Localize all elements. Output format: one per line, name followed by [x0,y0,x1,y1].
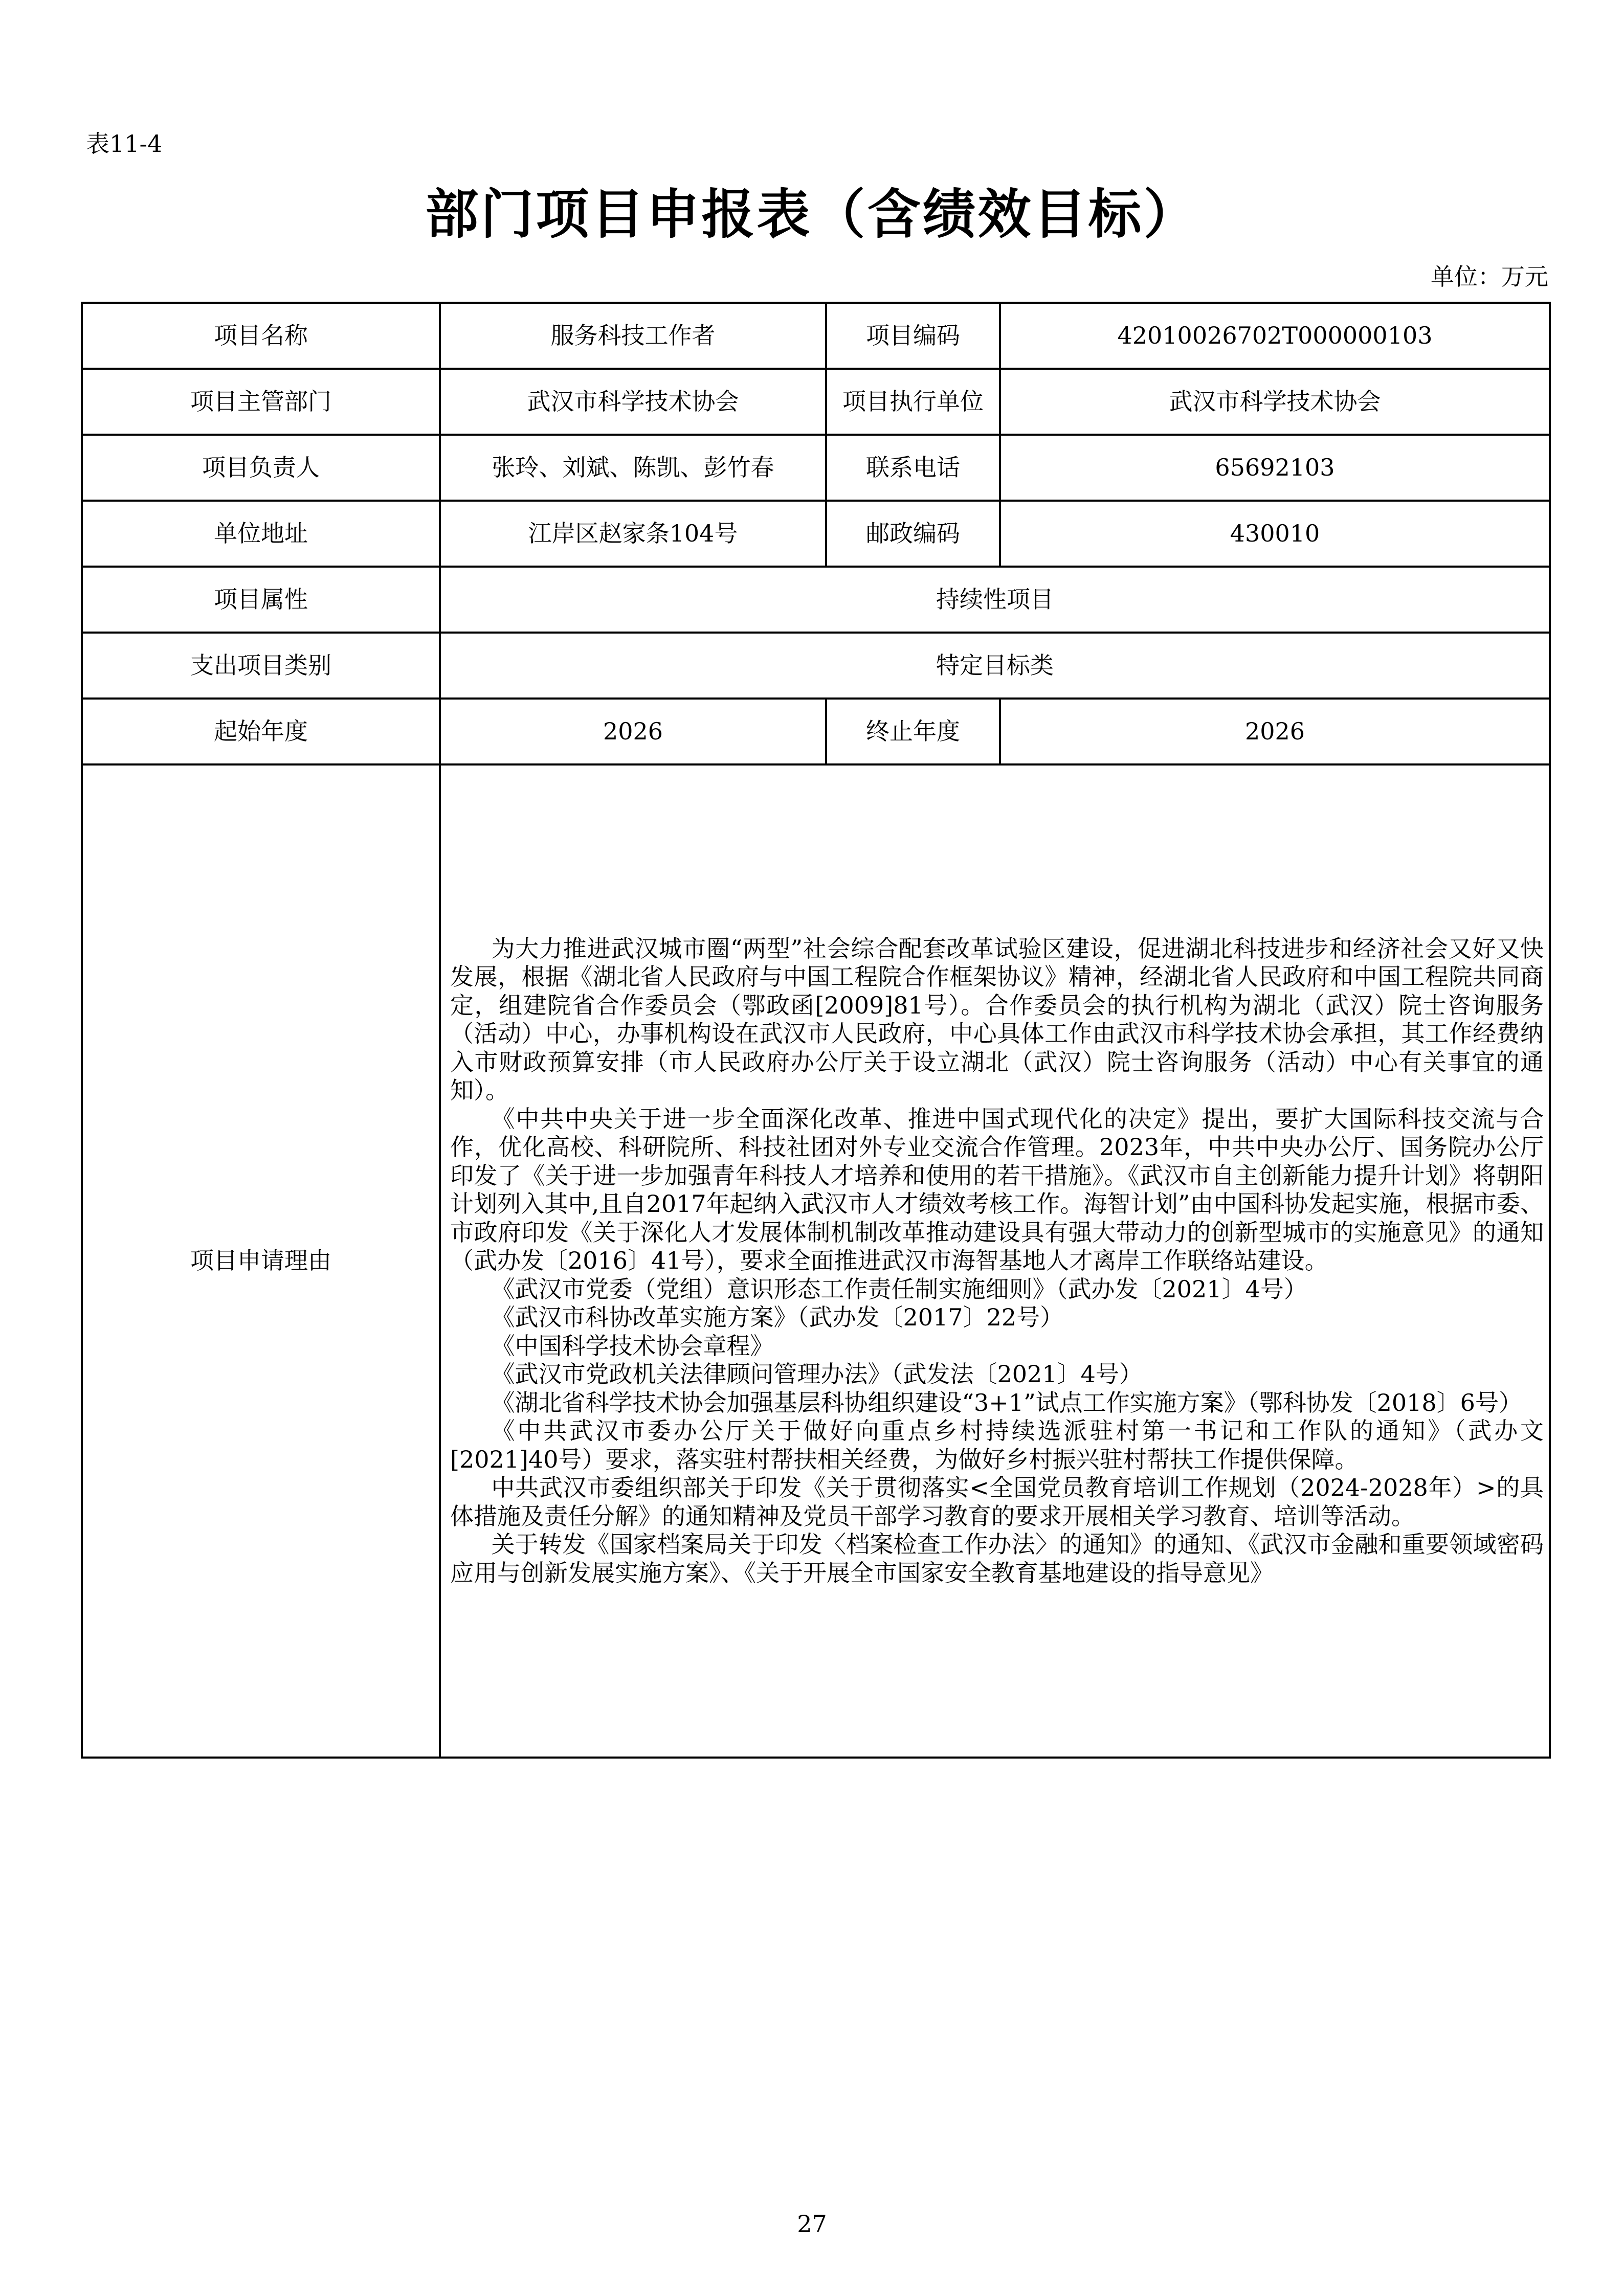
label-project-name: 项目名称 [82,303,440,369]
table-row [82,369,1550,435]
table-row [82,303,1550,369]
page-number: 27 [797,2210,827,2238]
value-end-year: 2026 [1000,699,1550,764]
label-start-year: 起始年度 [82,699,440,764]
label-application-reason: 项目申请理由 [82,764,440,1758]
reason-paragraph: 《武汉市党委（党组）意识形态工作责任制实施细则》（武办发〔2021〕4号） [491,1275,1307,1303]
value-phone: 65692103 [1000,435,1550,501]
table-row [82,567,1550,633]
reason-paragraph: 《武汉市党政机关法律顾问管理办法》（武发法〔2021〕4号） [491,1360,1143,1388]
value-supervising-dept: 武汉市科学技术协会 [440,369,826,435]
label-project-attribute: 项目属性 [82,567,440,633]
table-row [82,764,1550,1758]
label-supervising-dept: 项目主管部门 [82,369,440,435]
table-row [82,633,1550,699]
reason-paragraph: 中共武汉市委组织部关于印发《关于贯彻落实<全国党员教育培训工作规划（2024-2028年）>的具体措施及责任分解》的通知精神及党员干部学习教育的要求开展相关学习教育、培训等活动。 [450,1474,1544,1530]
value-project-code: 42010026702T000000103 [1000,303,1550,369]
page-title: 部门项目申报表（含绩效目标） [425,183,1199,245]
reason-paragraph: 《中国科学技术协会章程》 [491,1332,774,1360]
value-project-attribute: 持续性项目 [440,567,1550,633]
table-number: 表11-4 [86,130,163,157]
table-row [82,501,1550,567]
label-executing-unit: 项目执行单位 [826,369,1000,435]
value-expense-category: 特定目标类 [440,633,1550,699]
reason-paragraph: 《中共武汉市委办公厅关于做好向重点乡村持续选派驻村第一书记和工作队的通知》（武办文[2021]40号）要求，落实驻村帮扶相关经费，为做好乡村振兴驻村帮扶工作提供保障。 [450,1417,1544,1473]
reason-paragraph: 《中共中央关于进一步全面深化改革、推进中国式现代化的决定》提出，要扩大国际科技交流与合作，优化高校、科研院所、科技社团对外专业交流合作管理。2023年，中共中央办公厅、国务院办公厅印发了《关于进一步加强青年科技人才培养和使用的若干措施》。《武汉市自主创新能力提升计划》将朝阳计划列入其中,且自2017年起纳入武汉市人才绩效考核工作。海智计划”由中国科协发起实施，根据市委、市政府印发《关于深化人才发展体制机制改革推动建设具有强大带动力的创新型城市的实施意见》的通知（武办发〔2016〕41号），要求全面推进武汉市海智基地人才离岸工作联络站建设。 [450,1105,1544,1275]
value-executing-unit: 武汉市科学技术协会 [1000,369,1550,435]
label-expense-category: 支出项目类别 [82,633,440,699]
reason-paragraph: 关于转发《国家档案局关于印发〈档案检查工作办法〉的通知》的通知、《武汉市金融和重要领域密码应用与创新发展实施方案》、《关于开展全市国家安全教育基地建设的指导意见》 [450,1530,1544,1587]
label-phone: 联系电话 [826,435,1000,501]
label-project-code: 项目编码 [826,303,1000,369]
table-row [82,435,1550,501]
value-project-name: 服务科技工作者 [440,303,826,369]
application-reason-text [450,935,1544,1588]
table-row [82,699,1550,764]
reason-paragraph: 《武汉市科协改革实施方案》（武办发〔2017〕22号） [491,1303,1064,1332]
value-project-leader: 张玲、刘斌、陈凯、彭竹春 [440,435,826,501]
unit-label: 单位：万元 [1431,263,1548,290]
application-reason-cell [440,764,1550,1758]
label-project-leader: 项目负责人 [82,435,440,501]
value-postcode: 430010 [1000,501,1550,567]
reason-paragraph: 《湖北省科学技术协会加强基层科协组织建设“3+1”试点工作实施方案》（鄂科协发〔2018〕6号） [491,1388,1522,1416]
reason-paragraph: 为大力推进武汉城市圈“两型”社会综合配套改革试验区建设，促进湖北科技进步和经济社会又好又快发展，根据《湖北省人民政府与中国工程院合作框架协议》精神，经湖北省人民政府和中国工程院共同商定，组建院省合作委员会（鄂政函[2009]81号）。合作委员会的执行机构为湖北（武汉）院士咨询服务（活动）中心，办事机构设在武汉市人民政府，中心具体工作由武汉市科学技术协会承担，其工作经费纳入市财政预算安排（市人民政府办公厅关于设立湖北（武汉）院士咨询服务（活动）中心有关事宜的通知）。 [450,934,1544,1105]
project-application-table [81,302,1551,1759]
value-address: 江岸区赵家条104号 [440,501,826,567]
value-start-year: 2026 [440,699,826,764]
label-address: 单位地址 [82,501,440,567]
label-end-year: 终止年度 [826,699,1000,764]
label-postcode: 邮政编码 [826,501,1000,567]
